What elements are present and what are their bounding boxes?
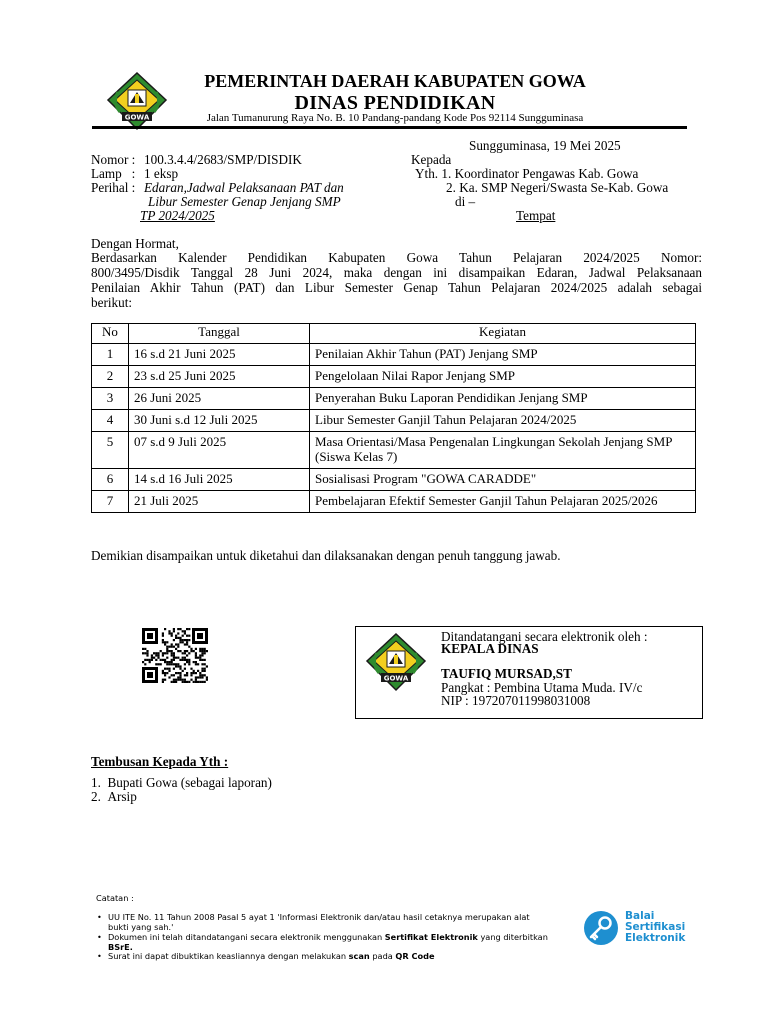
catatan-note-3 [108, 951, 568, 961]
table-row [92, 388, 696, 410]
row-no: 1 [92, 344, 129, 366]
table-header-tanggal: Tanggal [129, 324, 310, 344]
perihal-label: Perihal : [91, 180, 136, 195]
government-title: PEMERINTAH DAERAH KABUPATEN GOWA [204, 71, 586, 91]
lamp-label: Lamp : [91, 166, 136, 181]
note3-bold-2: QR Code [395, 951, 435, 961]
body-line-1: Berdasarkan Kalender Pendidikan Kabupaten Gowa Tahun Pelajaran 2024/2025 Nomor: [91, 250, 702, 265]
signature-logo [360, 631, 432, 693]
body-line-2: 800/3495/Disdik Tanggal 28 Juni 2024, maka dengan ini disampaikan Edaran, Jadwal Pelaksanaan [91, 265, 702, 280]
bsre-logo-icon [583, 910, 619, 946]
row-no: 7 [92, 491, 129, 513]
table-row [92, 469, 696, 491]
perihal-line-1: Edaran,Jadwal Pelaksanaan PAT dan [144, 180, 344, 195]
schedule-table [91, 323, 696, 513]
signer-name: TAUFIQ MURSAD,ST [441, 666, 572, 681]
note3-text: Surat ini dapat dibuktikan keasliannya dengan melakukan [108, 951, 349, 961]
nomor-label: Nomor : [91, 152, 136, 167]
row-tanggal: 26 Juni 2025 [129, 388, 310, 410]
body-line-4: berikut: [91, 295, 133, 310]
table-row [92, 366, 696, 388]
row-tanggal: 30 Juni s.d 12 Juli 2025 [129, 410, 310, 432]
note3-bold: scan [348, 951, 370, 961]
office-address: Jalan Tumanurung Raya No. B. 10 Pandang-pandang Kode Pos 92114 Sungguminasa [206, 112, 584, 124]
header-rule [92, 126, 687, 129]
row-no: 2 [92, 366, 129, 388]
note3-text-2: pada [369, 951, 396, 961]
greeting: Dengan Hormat, [91, 236, 179, 251]
logo-label-text: GOWA [124, 113, 150, 122]
qr-code [142, 628, 208, 683]
row-kegiatan: Penilaian Akhir Tahun (PAT) Jenjang SMP [310, 344, 696, 366]
catatan-note-1: • UU ITE No. 11 Tahun 2008 Pasal 5 ayat 1 'Informasi Elektronik dan/atau hasil cetaknya merupakan alat bukti yang sah.' [108, 912, 548, 932]
row-no: 3 [92, 388, 129, 410]
signer-rank: Pangkat : Pembina Utama Muda. IV/c [441, 680, 643, 695]
di-label: di – [455, 194, 476, 209]
signature-box [355, 626, 703, 719]
row-tanggal: 07 s.d 9 Juli 2025 [129, 432, 310, 469]
tembusan-item: 2. Arsip [91, 789, 137, 804]
signer-nip: NIP : 197207011998031008 [441, 693, 591, 708]
tembusan-item-text: Arsip [107, 789, 137, 804]
bsre-line-3: Elektronik [625, 932, 686, 944]
tembusan-item: 1. Bupati Gowa (sebagai laporan) [91, 775, 272, 790]
nomor-value: 100.3.4.4/2683/SMP/DISDIK [144, 152, 302, 167]
table-header-no: No [92, 324, 129, 344]
catatan-title: Catatan : [96, 893, 134, 903]
perihal-line-2: Libur Semester Genap Jenjang SMP [148, 194, 341, 209]
note2-bold-2: BSrE. [108, 942, 133, 952]
tembusan-title: Tembusan Kepada Yth : [91, 754, 229, 769]
closing-text: Demikian disampaikan untuk diketahui dan dilaksanakan dengan penuh tanggung jawab. [91, 548, 561, 563]
kepada-label: Kepada [411, 152, 452, 167]
perihal-line-3: TP 2024/2025 [140, 208, 215, 223]
table-row [92, 410, 696, 432]
lamp-value: 1 eksp [144, 166, 179, 181]
row-kegiatan: Pembelajaran Efektif Semester Ganjil Tahun Pelajaran 2025/2026 [310, 491, 696, 513]
table-header-row [92, 324, 696, 344]
tempat-label: Tempat [516, 208, 556, 223]
table-row [92, 432, 696, 469]
note2-bold: Sertifikat Elektronik [384, 932, 478, 942]
bsre-line-2: Sertifikasi [625, 921, 686, 933]
recipient-1: Yth. 1. Koordinator Pengawas Kab. Gowa [415, 166, 639, 181]
row-tanggal: 14 s.d 16 Juli 2025 [129, 469, 310, 491]
row-no: 5 [92, 432, 129, 469]
row-kegiatan: Libur Semester Ganjil Tahun Pelajaran 2024/2025 [310, 410, 696, 432]
row-kegiatan: Sosialisasi Program "GOWA CARADDE" [310, 469, 696, 491]
table-row [92, 491, 696, 513]
row-kegiatan: Masa Orientasi/Masa Pengenalan Lingkungan Sekolah Jenjang SMP (Siswa Kelas 7) [310, 432, 696, 469]
office-title: DINAS PENDIDIKAN [294, 92, 496, 114]
note2-text: Dokumen ini telah ditandatangani secara elektronik menggunakan [108, 932, 385, 942]
bsre-line-1: Balai [625, 910, 655, 922]
place-date: Sungguminasa, 19 Mei 2025 [469, 138, 621, 153]
signer-position: KEPALA DINAS [441, 641, 539, 656]
tembusan-item-text: Bupati Gowa (sebagai laporan) [107, 775, 272, 790]
row-tanggal: 23 s.d 25 Juni 2025 [129, 366, 310, 388]
catatan-note-2 [108, 932, 568, 952]
row-no: 4 [92, 410, 129, 432]
row-tanggal: 16 s.d 21 Juni 2025 [129, 344, 310, 366]
row-no: 6 [92, 469, 129, 491]
bsre-wordmark [625, 911, 685, 944]
table-row [92, 344, 696, 366]
body-line-3: Penilaian Akhir Tahun (PAT) dan Libur Semester Genap Tahun Pelajaran 2024/2025 adalah sebagai [91, 280, 702, 295]
row-kegiatan: Penyerahan Buku Laporan Pendidikan Jenjang SMP [310, 388, 696, 410]
recipient-2: 2. Ka. SMP Negeri/Swasta Se-Kab. Gowa [446, 180, 669, 195]
table-header-kegiatan: Kegiatan [310, 324, 696, 344]
signed-by-text: Ditandatangani secara elektronik oleh : [441, 629, 648, 644]
signature-logo-label: GOWA [383, 674, 409, 683]
note2-text-2: yang diterbitkan [477, 932, 548, 942]
row-kegiatan: Pengelolaan Nilai Rapor Jenjang SMP [310, 366, 696, 388]
row-tanggal: 21 Juli 2025 [129, 491, 310, 513]
